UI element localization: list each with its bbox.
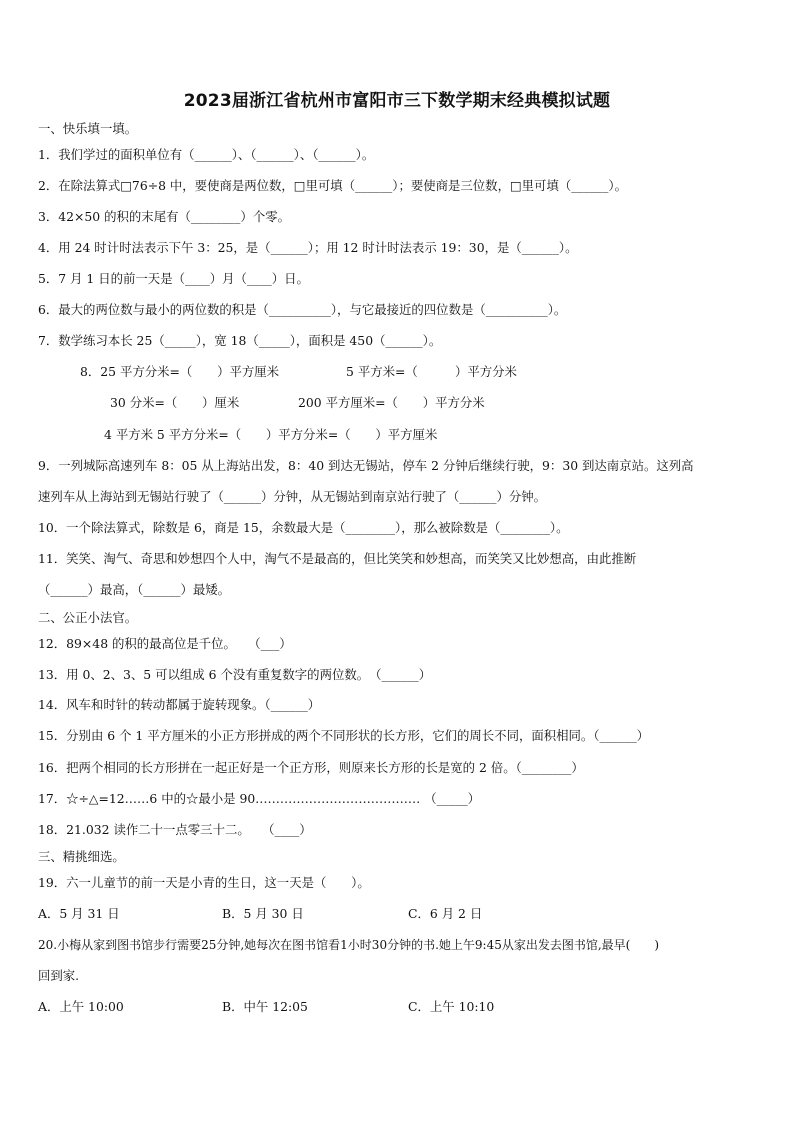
section-heading: 一、快乐填一填。 xyxy=(38,121,138,136)
option-b: B．5 月 30 日 xyxy=(222,906,304,921)
question-2: 2．在除法算式□76÷8 中，要使商是两位数，□里可填（______）；要使商是三位数，□里可填（______）。 xyxy=(38,178,627,193)
option-c: C．上午 10:10 xyxy=(408,999,495,1014)
section-heading: 二、公正小法官。 xyxy=(38,610,138,625)
question-15: 15．分别由 6 个 1 平方厘米的小正方形拼成的两个不同形状的长方形，它们的周长不同，面积相同。（______） xyxy=(38,728,650,743)
question-9-line-2: 速列车从上海站到无锡站行驶了（______）分钟，从无锡站到南京站行驶了（______）分钟。 xyxy=(38,489,547,504)
question-17: 17．☆÷△=12……6 中的☆最小是 90.………………………………… （_____） xyxy=(38,791,480,806)
question-20-line-1: 20.小梅从家到图书馆步行需要25分钟,她每次在图书馆看1小时30分钟的书.她上午9:45从家出发去图书馆,最早( ) xyxy=(38,938,660,952)
section-heading: 三、精挑细选。 xyxy=(38,849,125,864)
question-10: 10．一个除法算式，除数是 6，商是 15，余数最大是（________），那么被除数是（________）。 xyxy=(38,520,569,535)
question-1: 1．我们学过的面积单位有（______）、（______）、（______）。 xyxy=(38,147,375,162)
question-8-item: 4 平方米 5 平方分米=（ ）平方分米=（ ）平方厘米 xyxy=(104,427,438,442)
question-12: 12．89×48 的积的最高位是千位。 （___） xyxy=(38,636,292,651)
question-8-item: 200 平方厘米=（ ）平方分米 xyxy=(298,395,485,410)
question-19: 19．六一儿童节的前一天是小青的生日，这一天是（ ）。 xyxy=(38,875,370,890)
question-13: 13．用 0、2、3、5 可以组成 6 个没有重复数字的两位数。 （______） xyxy=(38,667,432,682)
question-3: 3．42×50 的积的末尾有（________）个零。 xyxy=(38,209,290,224)
question-18: 18．21.032 读作二十一点零三十二。 （____） xyxy=(38,822,312,837)
question-9-line-1: 9．一列城际高速列车 8：05 从上海站出发，8：40 到达无锡站，停车 2 分钟后继续行驶，9：30 到达南京站。这列高 xyxy=(38,458,694,473)
option-b: B．中午 12:05 xyxy=(222,999,308,1014)
option-a: A．5 月 31 日 xyxy=(38,906,120,921)
question-16: 16．把两个相同的长方形拼在一起正好是一个正方形，则原来长方形的长是宽的 2 倍。（________） xyxy=(38,760,584,775)
option-a: A．上午 10:00 xyxy=(38,999,124,1014)
question-11-line-1: 11．笑笑、淘气、奇思和妙想四个人中，淘气不是最高的，但比笑笑和妙想高，而笑笑又比妙想高，由此推断 xyxy=(38,551,637,566)
question-8-item: 30 分米=（ ）厘米 xyxy=(110,395,240,410)
page-title: 2023届浙江省杭州市富阳市三下数学期末经典模拟试题 xyxy=(183,91,611,111)
question-20-line-2: 回到家. xyxy=(38,968,80,983)
question-11-line-2: （______）最高，（______）最矮。 xyxy=(38,582,231,597)
question-4: 4．用 24 时计时法表示下午 3：25，是（______）；用 12 时计时法表示 19：30，是（______）。 xyxy=(38,240,578,255)
option-c: C．6 月 2 日 xyxy=(408,906,483,921)
question-7: 7．数学练习本长 25（_____），宽 18（_____），面积是 450（______）。 xyxy=(38,333,442,348)
question-5: 5．7 月 1 日的前一天是（____）月（____）日。 xyxy=(38,271,309,286)
question-8-item: 8．25 平方分米=（ ）平方厘米 xyxy=(80,364,280,379)
question-8-item: 5 平方米=（ ）平方分米 xyxy=(346,364,517,379)
question-6: 6．最大的两位数与最小的两位数的积是（__________），与它最接近的四位数是（__________）。 xyxy=(38,302,567,317)
question-14: 14．风车和时针的转动都属于旋转现象。（______） xyxy=(38,697,321,712)
